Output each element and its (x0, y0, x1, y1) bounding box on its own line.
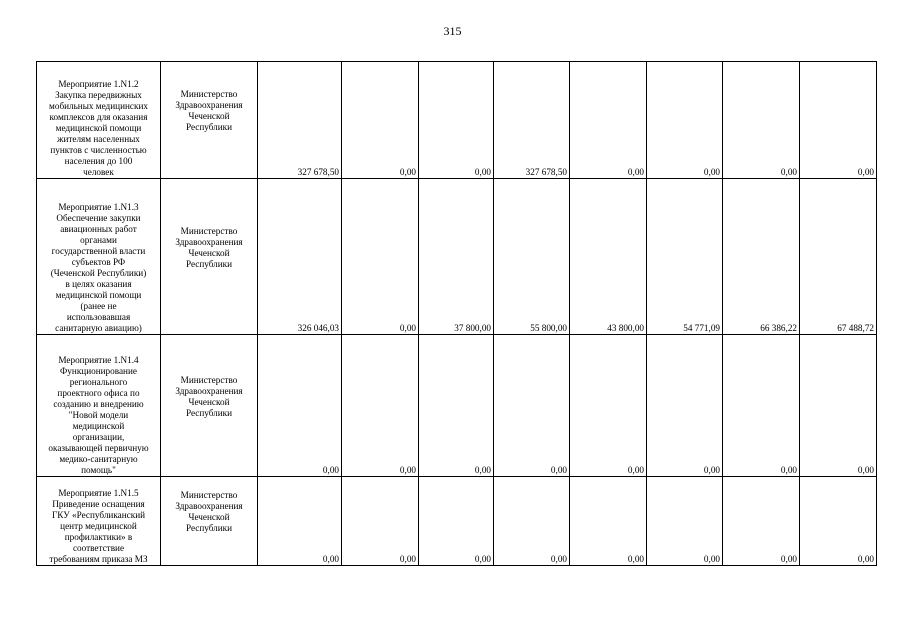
responsible-org-line: Чеченской (188, 247, 230, 258)
amount-cell: 0,00 (723, 62, 800, 179)
amount-cell: 0,00 (647, 477, 723, 566)
measure-name-line: комплексов для оказания (49, 112, 148, 122)
amount-cell: 0,00 (800, 335, 877, 477)
measure-name-line: медицинской помощи (55, 290, 142, 300)
measure-name-line: медицинской (72, 421, 125, 431)
amount-cell: 0,00 (570, 335, 647, 477)
responsible-org-line: Республики (185, 122, 233, 132)
measure-name-line: требованиям приказа МЗ (49, 554, 148, 564)
measure-name-line: медико-санитарную (59, 454, 138, 464)
amount-cell: 0,00 (419, 477, 494, 566)
amount-cell: 66 386,22 (723, 179, 800, 335)
measure-name-line: санитарную авиацию) (55, 323, 142, 333)
measure-name-line: органами (80, 235, 117, 245)
responsible-org-cell (161, 179, 258, 335)
responsible-org-cell (161, 335, 258, 477)
amount-cell: 0,00 (258, 477, 342, 566)
measure-name-line: субъектов РФ (71, 257, 126, 267)
amount-cell: 0,00 (570, 62, 647, 179)
measure-name-line: (ранее не (80, 301, 117, 311)
budget-table (36, 61, 877, 566)
measure-name-cell (37, 179, 161, 335)
table-row (37, 179, 877, 335)
measure-name-cell (37, 62, 161, 179)
responsible-org-line: Министерство (180, 374, 238, 385)
amount-cell: 327 678,50 (494, 62, 570, 179)
measure-name-line: жителям населенных (57, 134, 140, 144)
table-row (37, 335, 877, 477)
measure-name-line: помощь" (81, 465, 116, 475)
responsible-org-line: Министерство (180, 490, 238, 500)
responsible-org-line: Министерство (180, 225, 238, 236)
responsible-org-line: Здравоохранения (175, 501, 243, 511)
responsible-org-line: Чеченской (188, 111, 230, 121)
amount-cell: 0,00 (342, 62, 419, 179)
measure-name-line: Функционирование (60, 366, 137, 376)
table-row (37, 477, 877, 566)
measure-name-line: проектного офиса по (57, 388, 140, 398)
measure-name-line: государственной власти (51, 246, 146, 256)
amount-cell: 0,00 (419, 62, 494, 179)
responsible-org-line: Чеченской (188, 512, 230, 522)
measure-name-line: Обеспечение закупки (56, 213, 141, 223)
measure-name-line: Закупка передвижных (55, 90, 142, 100)
responsible-org-line: Республики (185, 523, 233, 533)
measure-name-line: профилактики» в (64, 532, 133, 542)
measure-name-line: Мероприятие 1.N1.3 (58, 202, 139, 212)
amount-cell: 0,00 (419, 335, 494, 477)
measure-name-line: авиационных работ (60, 224, 137, 234)
amount-cell: 326 046,03 (258, 179, 342, 335)
measure-name-line: человек (83, 167, 114, 177)
amount-cell: 0,00 (570, 477, 647, 566)
measure-name-line: Мероприятие 1.N1.4 (58, 355, 139, 365)
responsible-org-line: Здравоохранения (175, 236, 243, 247)
measure-name-line: мобильных медицинских (49, 101, 148, 111)
responsible-org-line: Республики (185, 258, 233, 269)
responsible-org-line: Здравоохранения (175, 385, 243, 396)
amount-cell: 0,00 (494, 335, 570, 477)
amount-cell: 327 678,50 (258, 62, 342, 179)
amount-cell: 55 800,00 (494, 179, 570, 335)
responsible-org-cell (161, 477, 258, 566)
measure-name-line: в целях оказания (65, 279, 132, 289)
measure-name-line: (Чеченской Республики) (50, 268, 147, 278)
measure-name-line: Мероприятие 1.N1.5 (58, 488, 139, 498)
amount-cell: 0,00 (723, 477, 800, 566)
measure-name-line: пунктов с численностью (50, 145, 147, 155)
amount-cell: 54 771,09 (647, 179, 723, 335)
amount-cell: 0,00 (723, 335, 800, 477)
amount-cell: 0,00 (342, 477, 419, 566)
amount-cell: 0,00 (342, 335, 419, 477)
measure-name-line: медицинской помощи (55, 123, 142, 133)
amount-cell: 67 488,72 (800, 179, 877, 335)
amount-cell: 43 800,00 (570, 179, 647, 335)
page-number: 315 (443, 24, 462, 38)
measure-name-line: оказывающей первичную (48, 443, 149, 453)
amount-cell: 0,00 (494, 477, 570, 566)
measure-name-line: организации, (72, 432, 125, 442)
measure-name-cell (37, 335, 161, 477)
amount-cell: 37 800,00 (419, 179, 494, 335)
measure-name-line: Мероприятие 1.N1.2 (58, 79, 139, 89)
responsible-org-line: Здравоохранения (175, 100, 243, 110)
amount-cell: 0,00 (647, 335, 723, 477)
responsible-org-cell (161, 62, 258, 179)
measure-name-line: Приведение оснащения (52, 499, 145, 509)
amount-cell: 0,00 (258, 335, 342, 477)
measure-name-line: центр медицинской (60, 521, 137, 531)
measure-name-line: использовавшая (66, 312, 131, 322)
amount-cell: 0,00 (800, 62, 877, 179)
amount-cell: 0,00 (342, 179, 419, 335)
measure-name-line: населения до 100 (64, 156, 133, 166)
responsible-org-line: Министерство (180, 89, 238, 99)
amount-cell: 0,00 (647, 62, 723, 179)
responsible-org-line: Чеченской (188, 396, 230, 407)
table-row (37, 62, 877, 179)
measure-name-line: соответствие (72, 543, 125, 553)
measure-name-line: "Новой модели (68, 410, 129, 420)
responsible-org-line: Республики (185, 407, 233, 418)
measure-name-cell (37, 477, 161, 566)
measure-name-line: созданию и внедрению (53, 399, 144, 409)
measure-name-line: ГКУ «Республиканский (51, 510, 146, 520)
measure-name-line: регионального (69, 377, 128, 387)
amount-cell: 0,00 (800, 477, 877, 566)
